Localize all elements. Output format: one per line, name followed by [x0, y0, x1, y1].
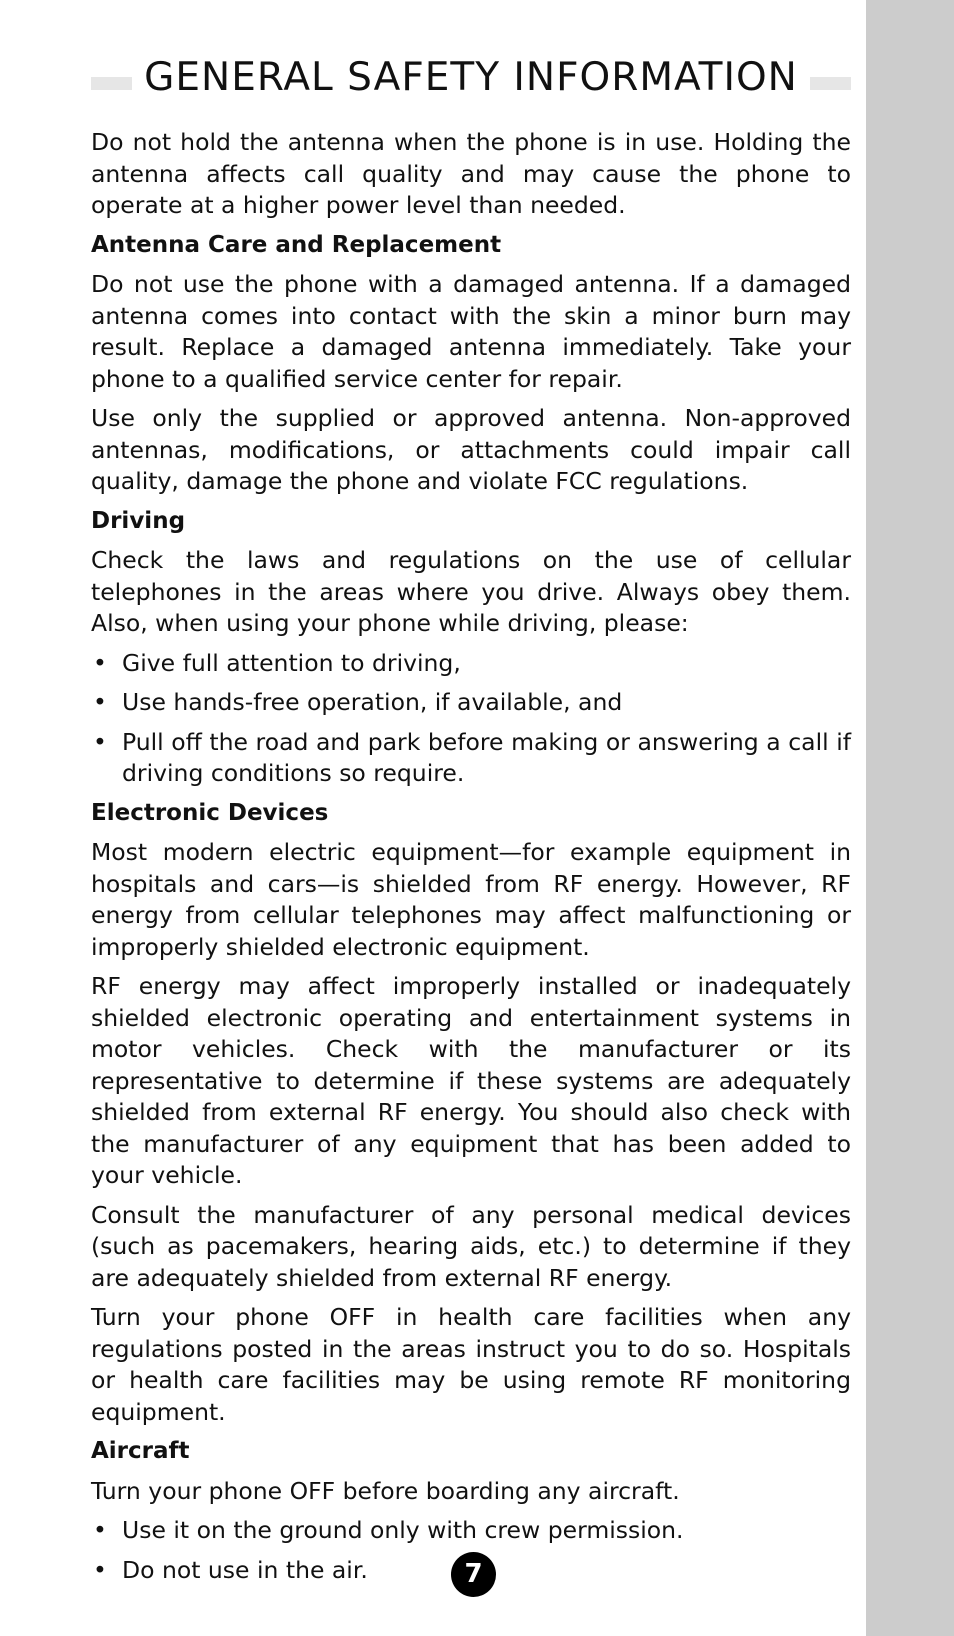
bullet-item: • Do not use in the air.: [91, 1555, 851, 1587]
page-title-text: GENERAL SAFETY INFORMATION: [132, 55, 810, 100]
electronic-paragraph: Consult the manufacturer of any personal medical devices (such as pacemakers, hearing aids, etc.) to determine if they are adequately shielded from external RF energy.: [91, 1200, 851, 1292]
electronic-paragraph: Turn your phone OFF in health care facilities when any regulations posted in the areas instruct you to do so. Hospitals or health care facilities may be using remote RF monitoring equipment.: [91, 1303, 851, 1426]
section-heading-driving: Driving: [91, 507, 186, 534]
document-page: [91, 0, 851, 1584]
aircraft-paragraph: Turn your phone OFF before boarding any aircraft.: [91, 1476, 680, 1505]
page-content: [91, 127, 851, 1594]
page-number-badge: 7: [451, 1552, 496, 1597]
intro-paragraph: Do not hold the antenna when the phone is in use. Holding the antenna affects call quality and may cause the phone to operate at a higher power level than needed.: [91, 128, 851, 219]
antenna-paragraph: Use only the supplied or approved antenna. Non-approved antennas, modifications, or attachments could impair call quality, damage the phone and violate FCC regulations.: [91, 404, 851, 495]
section-heading-aircraft: Aircraft: [91, 1438, 190, 1464]
section-heading-electronic-devices: Electronic Devices: [91, 799, 329, 826]
electronic-paragraph: Most modern electric equipment—for example equipment in hospitals and cars—is shielded from RF energy. However, RF energy from cellular telephones may affect malfunctioning or improperly shielded electronic equipment.: [91, 838, 851, 961]
bullet-item: • Give full attention to driving,: [91, 648, 851, 680]
bullet-item: • Use it on the ground only with crew permission.: [91, 1515, 851, 1547]
bullet-item: • Pull off the road and park before making or answering a call if driving conditions so require.: [91, 727, 851, 790]
page-header: [91, 0, 851, 112]
section-heading-antenna: Antenna Care and Replacement: [91, 231, 502, 258]
side-margin-band: [866, 0, 954, 1636]
page-title: [91, 56, 851, 100]
driving-bullet-list: [91, 648, 851, 790]
antenna-paragraph: Do not use the phone with a damaged antenna. If a damaged antenna comes into contact with the skin a minor burn may result. Replace a damaged antenna immediately. Take your phone to a qualified service center for repair.: [91, 270, 851, 393]
driving-paragraph: Check the laws and regulations on the use of cellular telephones in the areas where you drive. Always obey them. Also, when using your phone while driving, please:: [91, 546, 851, 637]
electronic-paragraph: RF energy may affect improperly installed or inadequately shielded electronic operating and entertainment systems in motor vehicles. Check with the manufacturer or its representative to determine if these systems are adequately shielded from external RF energy. You should also check with the manufacturer of any equipment that has been added to your vehicle.: [91, 972, 851, 1189]
bullet-item: • Use hands-free operation, if available, and: [91, 687, 851, 719]
